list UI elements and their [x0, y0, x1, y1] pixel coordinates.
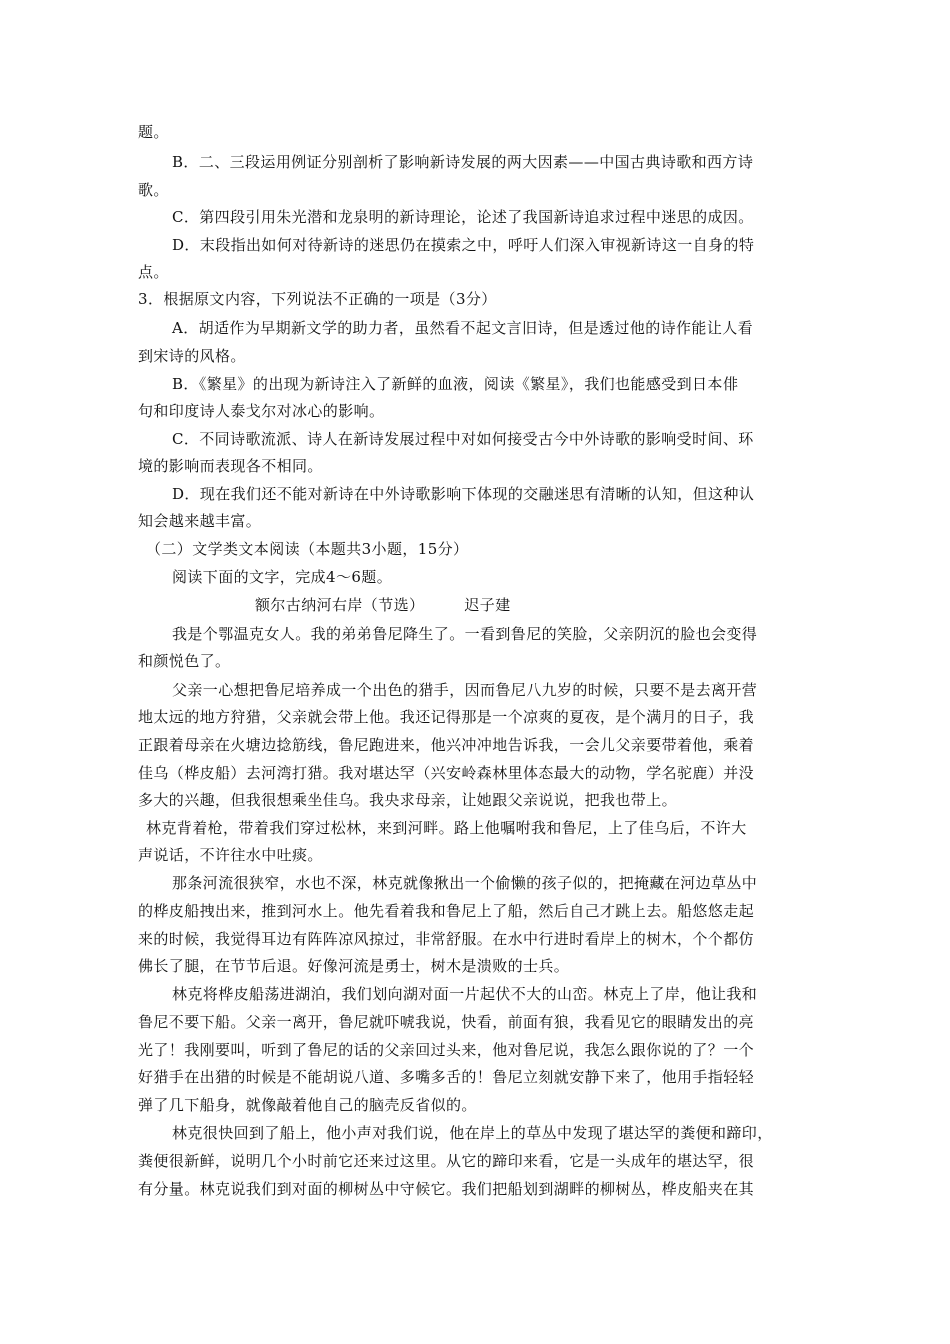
passage-title-line — [255, 595, 511, 615]
paragraph-line: 声说话，不许往水中吐痰。 — [138, 846, 323, 864]
option-b-line: B．二、三段运用例证分别剖析了影响新诗发展的两大因素——中国古典诗歌和西方诗 — [172, 153, 754, 171]
paragraph-line: 父亲一心想把鲁尼培养成一个出色的猎手，因而鲁尼八九岁的时候，只要不是去离开营 — [172, 681, 758, 699]
paragraph-line: 佳乌（桦皮船）去河湾打猎。我对堪达罕（兴安岭森林里体态最大的动物，学名驼鹿）并没 — [138, 764, 755, 782]
option-b-line: B．《繁星》的出现为新诗注入了新鲜的血液，阅读《繁星》，我们也能感受到日本俳 — [172, 375, 739, 393]
text-line: 题。 — [138, 123, 169, 141]
reading-instruction: 阅读下面的文字，完成4～6题。 — [172, 568, 393, 586]
text-line: 到宋诗的风格。 — [138, 347, 246, 365]
paragraph-line: 地太远的地方狩猎，父亲就会带上他。我还记得那是一个凉爽的夏夜，是个满月的日子，我 — [138, 708, 755, 726]
paragraph-line: 和颜悦色了。 — [138, 652, 231, 670]
paragraph-line: 那条河流很狭窄，水也不深，林克就像揪出一个偷懒的孩子似的，把掩藏在河边草丛中 — [172, 874, 758, 892]
option-a-line: A．胡适作为早期新文学的助力者，虽然看不起文言旧诗，但是透过他的诗作能让人看 — [172, 319, 754, 337]
section-heading: （二）文学类文本阅读（本题共3小题，15分） — [146, 540, 469, 558]
paragraph-line: 林克将桦皮船荡进湖泊，我们划向湖对面一片起伏不大的山峦。林克上了岸，他让我和 — [172, 985, 758, 1003]
option-c-line: C．第四段引用朱光潜和龙泉明的新诗理论，论述了我国新诗追求过程中迷思的成因。 — [172, 208, 754, 226]
text-line: 知会越来越丰富。 — [138, 512, 262, 530]
paragraph-line: 正跟着母亲在火塘边捻筋线，鲁尼跑进来，他兴冲冲地告诉我，一会儿父亲要带着他，乘着 — [138, 736, 755, 754]
option-d-line: D．现在我们还不能对新诗在中外诗歌影响下体现的交融迷思有清晰的认知，但这种认 — [172, 485, 755, 503]
paragraph-line: 光了！我刚要叫，听到了鲁尼的话的父亲回过头来，他对鲁尼说，我怎么跟你说的了？一个 — [138, 1041, 755, 1059]
passage-author: 迟子建 — [464, 596, 511, 614]
paragraph-line: 有分量。林克说我们到对面的柳树丛中守候它。我们把船划到湖畔的柳树丛，桦皮船夹在其 — [138, 1180, 755, 1198]
paragraph-line: 粪便很新鲜，说明几个小时前它还来过这里。从它的蹄印来看，它是一头成年的堪达罕，很 — [138, 1152, 755, 1170]
paragraph-line: 的桦皮船拽出来，推到河水上。他先看着我和鲁尼上了船，然后自己才跳上去。船悠悠走起 — [138, 902, 755, 920]
question-3-stem: 3．根据原文内容，下列说法不正确的一项是（3分） — [138, 290, 497, 308]
paragraph-line: 来的时候，我觉得耳边有阵阵凉风掠过，非常舒服。在水中行进时看岸上的树木，个个都仿 — [138, 930, 755, 948]
option-d-line: D．末段指出如何对待新诗的迷思仍在摸索之中，呼吁人们深入审视新诗这一自身的特 — [172, 236, 755, 254]
paragraph-line: 鲁尼不要下船。父亲一离开，鲁尼就吓唬我说，快看，前面有狼，我看见它的眼睛发出的亮 — [138, 1013, 755, 1031]
option-c-line: C．不同诗歌流派、诗人在新诗发展过程中对如何接受古今中外诗歌的影响受时间、环 — [172, 430, 754, 448]
text-line: 境的影响而表现各不相同。 — [138, 457, 323, 475]
text-line: 句和印度诗人泰戈尔对冰心的影响。 — [138, 402, 385, 420]
paragraph-line: 林克很快回到了船上，他小声对我们说，他在岸上的草丛中发现了堪达罕的粪便和蹄印， — [172, 1124, 773, 1142]
paragraph-line: 多大的兴趣，但我很想乘坐佳乌。我央求母亲，让她跟父亲说说，把我也带上。 — [138, 791, 678, 809]
paragraph-line: 好猎手在出猎的时候是不能胡说八道、多嘴多舌的！鲁尼立刻就安静下来了，他用手指轻轻 — [138, 1068, 755, 1086]
paragraph-line: 林克背着枪，带着我们穿过松林，来到河畔。路上他嘱咐我和鲁尼，上了佳乌后，不许大 — [146, 819, 747, 837]
paragraph-line: 弹了几下船身，就像敲着他自己的脑壳反省似的。 — [138, 1096, 477, 1114]
paragraph-line: 我是个鄂温克女人。我的弟弟鲁尼降生了。一看到鲁尼的笑脸，父亲阴沉的脸也会变得 — [172, 625, 758, 643]
paragraph-line: 佛长了腿，在节节后退。好像河流是勇士，树木是溃败的士兵。 — [138, 957, 570, 975]
passage-title: 额尔古纳河右岸（节选） — [255, 596, 425, 614]
text-line: 歌。 — [138, 181, 169, 199]
text-line: 点。 — [138, 263, 169, 281]
